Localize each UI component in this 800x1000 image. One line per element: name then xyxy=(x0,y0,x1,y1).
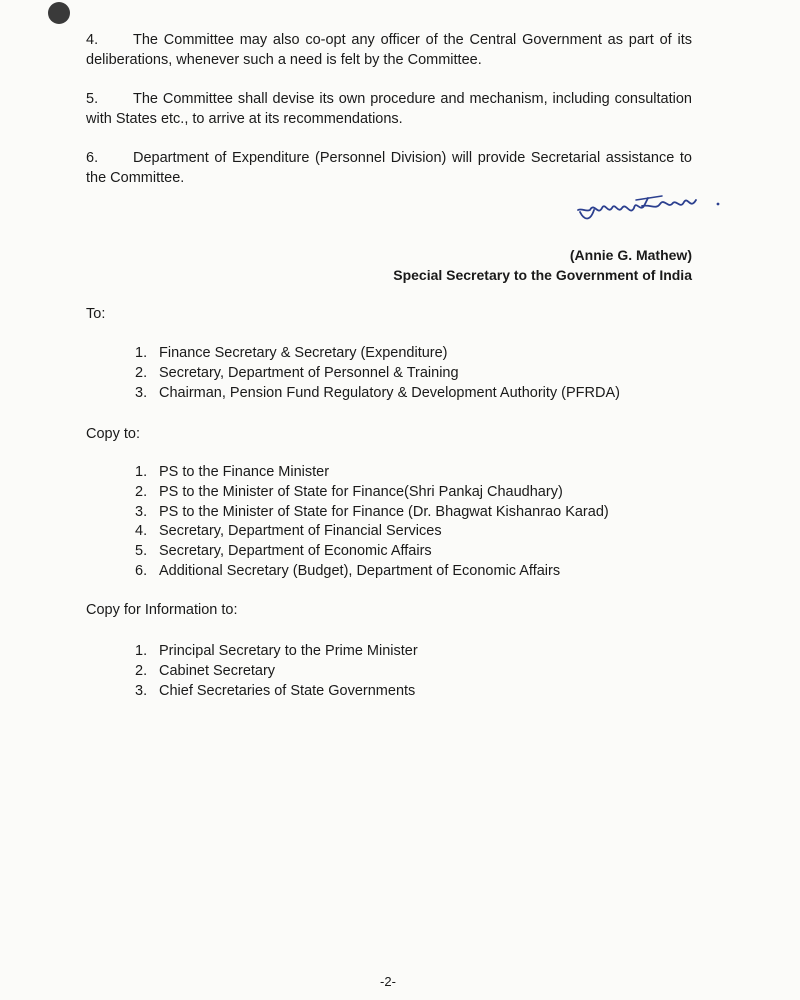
list-item: 2. PS to the Minister of State for Finance(Shri Pankaj Chaudhary) xyxy=(135,483,563,500)
list-item: 2. Cabinet Secretary xyxy=(135,662,276,679)
to-label: To: xyxy=(86,306,106,322)
list-item: 4. Secretary, Department of Financial Services xyxy=(135,523,442,540)
page-number: -2- xyxy=(380,974,396,989)
to-list xyxy=(135,344,620,403)
paragraph-6 xyxy=(86,148,692,188)
paragraph-number: 5. xyxy=(86,91,99,107)
copy-to-list xyxy=(135,463,609,582)
paragraph-text: The Committee shall devise its own procedure and mechanism, including consultation with States etc., to arrive at its recommendations. xyxy=(86,91,692,127)
list-item: 3. PS to the Minister of State for Finance (Dr. Bhagwat Kishanrao Karad) xyxy=(135,503,609,520)
paragraph-number: 4. xyxy=(86,32,99,48)
list-item: 3. Chairman, Pension Fund Regulatory & Development Authority (PFRDA) xyxy=(135,384,620,401)
paragraph-text: Department of Expenditure (Personnel Division) will provide Secretarial assistance to the Committee. xyxy=(86,150,692,186)
list-item: 5. Secretary, Department of Economic Affairs xyxy=(135,543,432,560)
copy-for-information-list xyxy=(135,642,418,701)
list-item: 1. Finance Secretary & Secretary (Expenditure) xyxy=(135,345,448,361)
paragraph-number: 6. xyxy=(86,150,99,166)
copy-for-information-label: Copy for Information to: xyxy=(86,602,238,618)
paragraph-4 xyxy=(86,30,692,70)
copy-to-label: Copy to: xyxy=(86,426,140,442)
signatory-name: (Annie G. Mathew) xyxy=(569,247,692,263)
list-item: 2. Secretary, Department of Personnel & Training xyxy=(135,364,459,381)
list-item: 3. Chief Secretaries of State Governments xyxy=(135,682,416,699)
paragraph-5 xyxy=(86,89,692,129)
signatory-designation: Special Secretary to the Government of India xyxy=(393,267,692,283)
handwritten-signature xyxy=(572,188,722,228)
paragraph-text: The Committee may also co-opt any officer of the Central Government as part of its deliberations, whenever such a need is felt by the Committee. xyxy=(86,32,692,68)
punch-hole xyxy=(48,2,70,24)
list-item: 1. PS to the Finance Minister xyxy=(135,464,330,480)
list-item: 1. Principal Secretary to the Prime Minister xyxy=(135,643,418,659)
list-item: 6. Additional Secretary (Budget), Department of Economic Affairs xyxy=(135,562,561,579)
